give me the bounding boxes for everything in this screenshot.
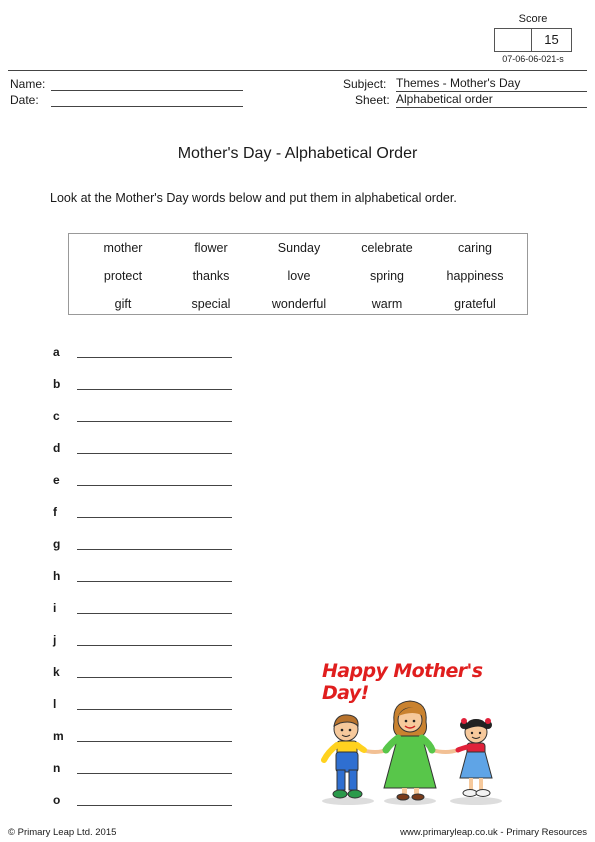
answer-line[interactable] bbox=[77, 709, 232, 710]
answer-row bbox=[53, 409, 233, 425]
answer-row bbox=[53, 729, 233, 745]
answer-row bbox=[53, 441, 233, 457]
answer-row bbox=[53, 601, 233, 617]
happy-mothers-day-banner: Happy Mother's Day! bbox=[322, 660, 483, 704]
answer-row bbox=[53, 377, 233, 393]
answer-letter: h bbox=[53, 569, 61, 583]
answer-line[interactable] bbox=[77, 453, 232, 454]
answer-line[interactable] bbox=[77, 677, 232, 678]
word-bank-item: wonderful bbox=[271, 297, 327, 311]
answer-row bbox=[53, 665, 233, 681]
date-label: Date: bbox=[10, 93, 39, 107]
answer-letter: e bbox=[53, 473, 60, 487]
word-bank-item: love bbox=[287, 269, 311, 283]
answer-row bbox=[53, 761, 233, 777]
answer-row bbox=[53, 633, 233, 649]
family-illustration bbox=[318, 692, 508, 807]
answer-letter: a bbox=[53, 345, 60, 359]
answer-line[interactable] bbox=[77, 805, 232, 806]
answer-row bbox=[53, 345, 233, 361]
answer-letter: b bbox=[53, 377, 61, 391]
answer-line[interactable] bbox=[77, 485, 232, 486]
subject-label: Subject: bbox=[343, 77, 387, 91]
header-divider bbox=[8, 70, 587, 71]
answer-letter: l bbox=[53, 697, 57, 711]
name-label: Name: bbox=[10, 77, 46, 91]
word-bank-item: caring bbox=[457, 241, 493, 255]
word-bank-item: flower bbox=[194, 241, 228, 255]
answer-line[interactable] bbox=[77, 421, 232, 422]
answer-row bbox=[53, 793, 233, 809]
word-bank-item: mother bbox=[103, 241, 143, 255]
word-bank-item: warm bbox=[371, 297, 403, 311]
answer-letter: f bbox=[53, 505, 57, 519]
answer-row bbox=[53, 473, 233, 489]
answer-line[interactable] bbox=[77, 389, 232, 390]
answer-row bbox=[53, 505, 233, 521]
sheet-value: Alphabetical order bbox=[396, 93, 587, 108]
answer-letter: k bbox=[53, 665, 60, 679]
boy-figure bbox=[324, 715, 364, 798]
answer-letter: d bbox=[53, 441, 61, 455]
word-bank-item: grateful bbox=[454, 297, 496, 311]
word-bank bbox=[68, 233, 528, 315]
worksheet-code: 07-06-06-021-s bbox=[502, 54, 564, 64]
answer-line[interactable] bbox=[77, 773, 232, 774]
answer-row bbox=[53, 537, 233, 553]
word-bank-item: thanks bbox=[192, 269, 230, 283]
score-box bbox=[494, 28, 572, 52]
answer-letter: j bbox=[53, 633, 57, 647]
answer-row bbox=[53, 569, 233, 585]
answer-letter: n bbox=[53, 761, 61, 775]
word-bank-item: special bbox=[191, 297, 231, 311]
answer-letter: c bbox=[53, 409, 60, 423]
answer-letter: g bbox=[53, 537, 61, 551]
answer-line[interactable] bbox=[77, 517, 232, 518]
subject-value: Themes - Mother's Day bbox=[396, 77, 587, 92]
name-field[interactable] bbox=[51, 77, 243, 91]
score-label: Score bbox=[518, 13, 548, 25]
word-bank-item: spring bbox=[369, 269, 405, 283]
answer-line[interactable] bbox=[77, 549, 232, 550]
answer-letter: o bbox=[53, 793, 61, 807]
answer-letter: i bbox=[53, 601, 57, 615]
word-bank-item: gift bbox=[114, 297, 132, 311]
answer-line[interactable] bbox=[77, 357, 232, 358]
girl-figure bbox=[458, 718, 492, 797]
instruction-text: Look at the Mother's Day words below and put them in alphabetical order. bbox=[50, 191, 457, 205]
answer-letter: m bbox=[53, 729, 64, 743]
answer-line[interactable] bbox=[77, 741, 232, 742]
website-link[interactable]: www.primaryleap.co.uk - Primary Resources bbox=[400, 827, 587, 838]
mother-figure bbox=[384, 701, 436, 800]
word-bank-item: Sunday bbox=[277, 241, 321, 255]
worksheet-title: Mother's Day - Alphabetical Order bbox=[177, 145, 418, 162]
answer-row bbox=[53, 697, 233, 713]
word-bank-item: celebrate bbox=[361, 241, 413, 255]
word-bank-item: protect bbox=[103, 269, 143, 283]
answer-line[interactable] bbox=[77, 613, 232, 614]
score-total: 15 bbox=[544, 32, 559, 47]
date-field[interactable] bbox=[51, 93, 243, 107]
copyright-text: © Primary Leap Ltd. 2015 bbox=[8, 827, 117, 838]
score-entry-field[interactable] bbox=[495, 29, 532, 51]
word-bank-item: happiness bbox=[446, 269, 504, 283]
answer-line[interactable] bbox=[77, 581, 232, 582]
answer-line[interactable] bbox=[77, 645, 232, 646]
sheet-label: Sheet: bbox=[355, 93, 390, 107]
